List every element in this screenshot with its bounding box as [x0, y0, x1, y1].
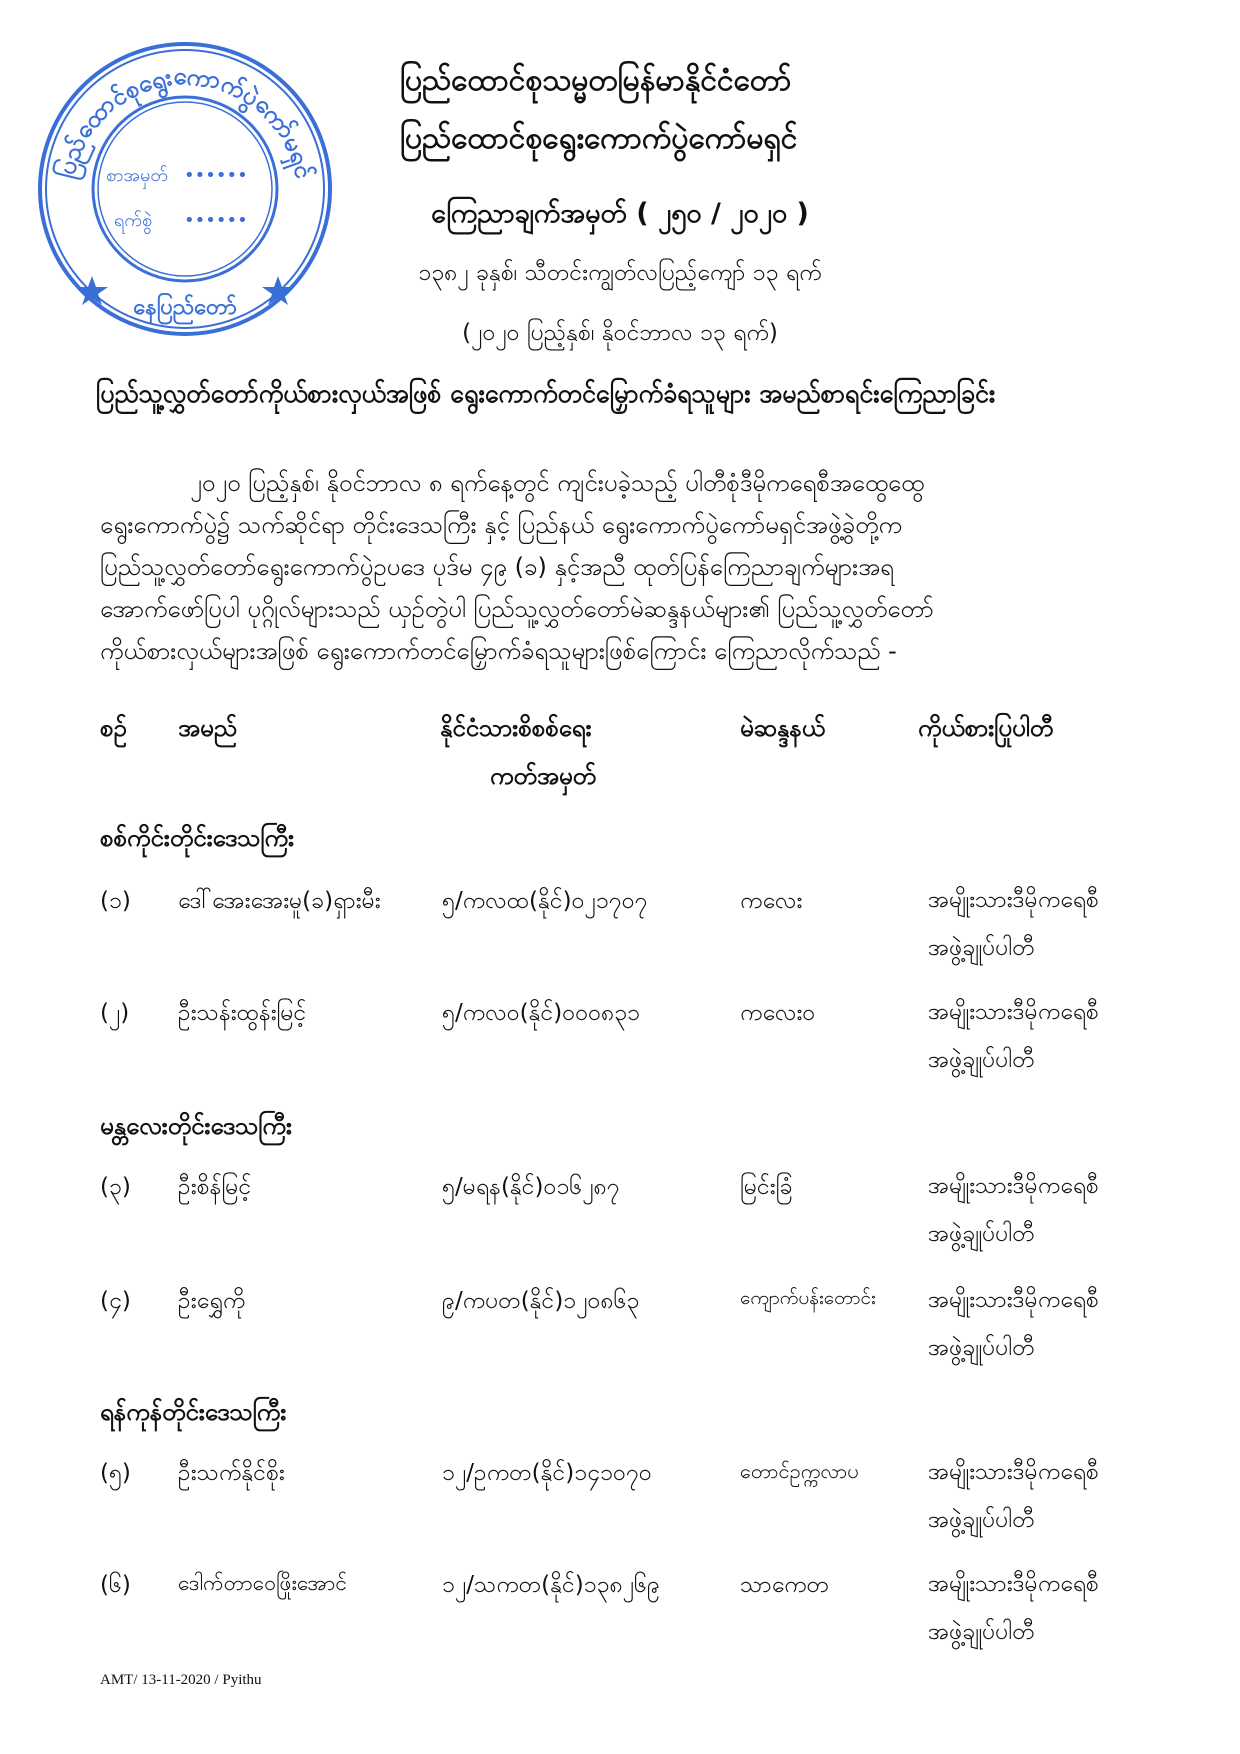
header-no: စဉ် [100, 714, 127, 742]
row-name: ဦးသန်းထွန်းမြင့် [178, 1000, 307, 1026]
row-party-line2: အဖွဲ့ချုပ်ပါတီ [928, 1047, 1035, 1073]
agency-title: ပြည်ထောင်စုရွေးကောက်ပွဲကော်မရှင် [400, 121, 798, 156]
row-nrc: ၁၂/သကတ(နိုင်)၁၃၈၂၆၉ [442, 1572, 660, 1598]
body-line: ပြည်သူ့လွှတ်တော်ရွေးကောက်ပွဲဥပဒေ ပုဒ်မ ၄၉ (ခ) နှင့်အညီ ထုတ်ပြန်ကြေညာချက်များအရ [100, 553, 894, 581]
row-party [928, 1162, 1099, 1258]
row-party [928, 988, 1099, 1084]
row-nrc: ၁၂/ဥကတ(နိုင်)၁၄၁၀၇၀ [442, 1460, 652, 1486]
row-name: ဦးသက်နိုင်စိုး [178, 1460, 285, 1486]
row-constituency: ကလေးဝ [740, 1000, 816, 1026]
row-party-line2: အဖွဲ့ချုပ်ပါတီ [928, 935, 1035, 961]
row-nrc: ၅/ကလဝ(နိုင်)၀၀၀၈၃၁ [442, 1000, 641, 1026]
header-party: ကိုယ်စားပြုပါတီ [918, 714, 1054, 742]
row-number: (၅) [100, 1460, 131, 1486]
row-party [928, 1448, 1099, 1544]
row-name: ဒေါ်အေးအေးမူ(ခ)ရှားမီး [178, 888, 381, 914]
region-heading: ရန်ကုန်တိုင်းဒေသကြီး [100, 1398, 287, 1426]
region-heading: မန္တလေးတိုင်းဒေသကြီး [100, 1112, 292, 1140]
row-party-line2: အဖွဲ့ချုပ်ပါတီ [928, 1335, 1035, 1361]
row-number: (၄) [100, 1288, 131, 1314]
row-nrc: ၅/ကလထ(နိုင်)၀၂၁၇၀၇ [442, 888, 648, 914]
row-party-line2: အဖွဲ့ချုပ်ပါတီ [928, 1507, 1035, 1533]
row-party-line2: အဖွဲ့ချုပ်ပါတီ [928, 1221, 1035, 1247]
row-party-line1: အမျိုးသားဒီမိုကရေစီ [928, 999, 1099, 1025]
country-title: ပြည်ထောင်စုသမ္မတမြန်မာနိုင်ငံတော် [400, 63, 792, 98]
header-nrc-line2: ကတ်အမှတ် [490, 762, 596, 790]
seal-line2: ရက်စွဲ [114, 210, 153, 231]
body-paragraph [100, 462, 1180, 672]
row-party-line1: အမျိုးသားဒီမိုကရေစီ [928, 1287, 1099, 1313]
row-name: ဒေါက်တာဝေဖြိုးအောင် [178, 1571, 347, 1595]
date-gregorian: (၂၀၂၀ ပြည့်နှစ်၊ နိုဝင်ဘာလ ၁၃ ရက်) [462, 320, 778, 346]
row-nrc: ၅/မရန(နိုင်)၀၁၆၂၈၇ [442, 1174, 620, 1200]
row-nrc: ၉/ကပတ(နိုင်)၁၂၀၈၆၃ [442, 1288, 640, 1314]
row-number: (၃) [100, 1174, 131, 1200]
row-constituency: တောင်ဥက္ကလာပ [740, 1459, 859, 1483]
seal-bottom-text: နေပြည်တော် [133, 295, 237, 320]
seal-ring-text: ပြည်ထောင်စုရွေးကောက်ပွဲကော်မရှင် [51, 61, 319, 182]
header-nrc [440, 712, 596, 796]
row-party-line2: အဖွဲ့ချုပ်ပါတီ [928, 1619, 1035, 1645]
svg-text:••••••: •••••• [184, 210, 248, 231]
body-line: ၂၀၂၀ ပြည့်နှစ်၊ နိုဝင်ဘာလ ၈ ရက်နေ့တွင် ကျင်းပခဲ့သည့် ပါတီစုံဒီမိုကရေစီအထွေထွေ [190, 469, 925, 497]
official-seal [34, 38, 336, 340]
row-party-line1: အမျိုးသားဒီမိုကရေစီ [928, 1571, 1099, 1597]
region-heading: စစ်ကိုင်းတိုင်းဒေသကြီး [100, 824, 295, 852]
row-party [928, 1276, 1099, 1372]
seal-line1: စာအမှတ် [106, 165, 168, 186]
row-number: (၆) [100, 1572, 131, 1598]
row-party [928, 876, 1099, 972]
announcement-number: ကြေညာချက်အမှတ် ( ၂၅၀ / ၂၀၂၀ ) [431, 198, 809, 229]
row-party-line1: အမျိုးသားဒီမိုကရေစီ [928, 1459, 1099, 1485]
header-name: အမည် [178, 714, 237, 742]
row-constituency: ကျောက်ပန်းတောင်း [740, 1287, 876, 1309]
body-line: ကိုယ်စားလှယ်များအဖြစ် ရွေးကောက်တင်မြှောက်ခံရသူများဖြစ်ကြောင်း ကြေညာလိုက်သည် - [100, 637, 897, 665]
row-number: (၁) [100, 888, 131, 914]
row-constituency: ကလေး [740, 888, 803, 914]
row-name: ဦးစိန်မြင့် [178, 1174, 252, 1200]
row-party [928, 1560, 1099, 1656]
row-party-line1: အမျိုးသားဒီမိုကရေစီ [928, 1173, 1099, 1199]
svg-text:••••••: •••••• [184, 165, 248, 186]
row-constituency: မြင်းခြံ [740, 1174, 793, 1200]
row-party-line1: အမျိုးသားဒီမိုကရေစီ [928, 887, 1099, 913]
row-name: ဦးရွှေကို [178, 1288, 246, 1314]
subject-line: ပြည်သူ့လွှတ်တော်ကိုယ်စားလှယ်အဖြစ် ရွေးကောက်တင်မြှောက်ခံရသူများ အမည်စာရင်းကြေညာခြင်း [96, 379, 996, 408]
header-nrc-line1: နိုင်ငံသားစိစစ်ရေး [440, 714, 592, 742]
seal-graphic [34, 38, 336, 340]
row-constituency: သာကေတ [740, 1572, 830, 1598]
header-constituency: မဲဆန္ဒနယ် [740, 714, 826, 742]
date-myanmar: ၁၃၈၂ ခုနှစ်၊ သီတင်းကျွတ်လပြည့်ကျော် ၁၃ ရက် [418, 260, 822, 286]
footer-reference: AMT/ 13-11-2020 / Pyithu [100, 1672, 262, 1688]
body-line: ရွေးကောက်ပွဲ၌ သက်ဆိုင်ရာ တိုင်းဒေသကြီး နှင့် ပြည်နယ် ရွေးကောက်ပွဲကော်မရှင်အဖွဲ့ခွဲတို့က [100, 511, 902, 539]
row-number: (၂) [100, 1000, 130, 1026]
body-line: အောက်ဖော်ပြပါ ပုဂ္ဂိုလ်များသည် ယှဉ်တွဲပါ ပြည်သူ့လွှတ်တော်မဲဆန္ဒနယ်များ၏ ပြည်သူ့လွှတ်တော် [100, 595, 934, 623]
